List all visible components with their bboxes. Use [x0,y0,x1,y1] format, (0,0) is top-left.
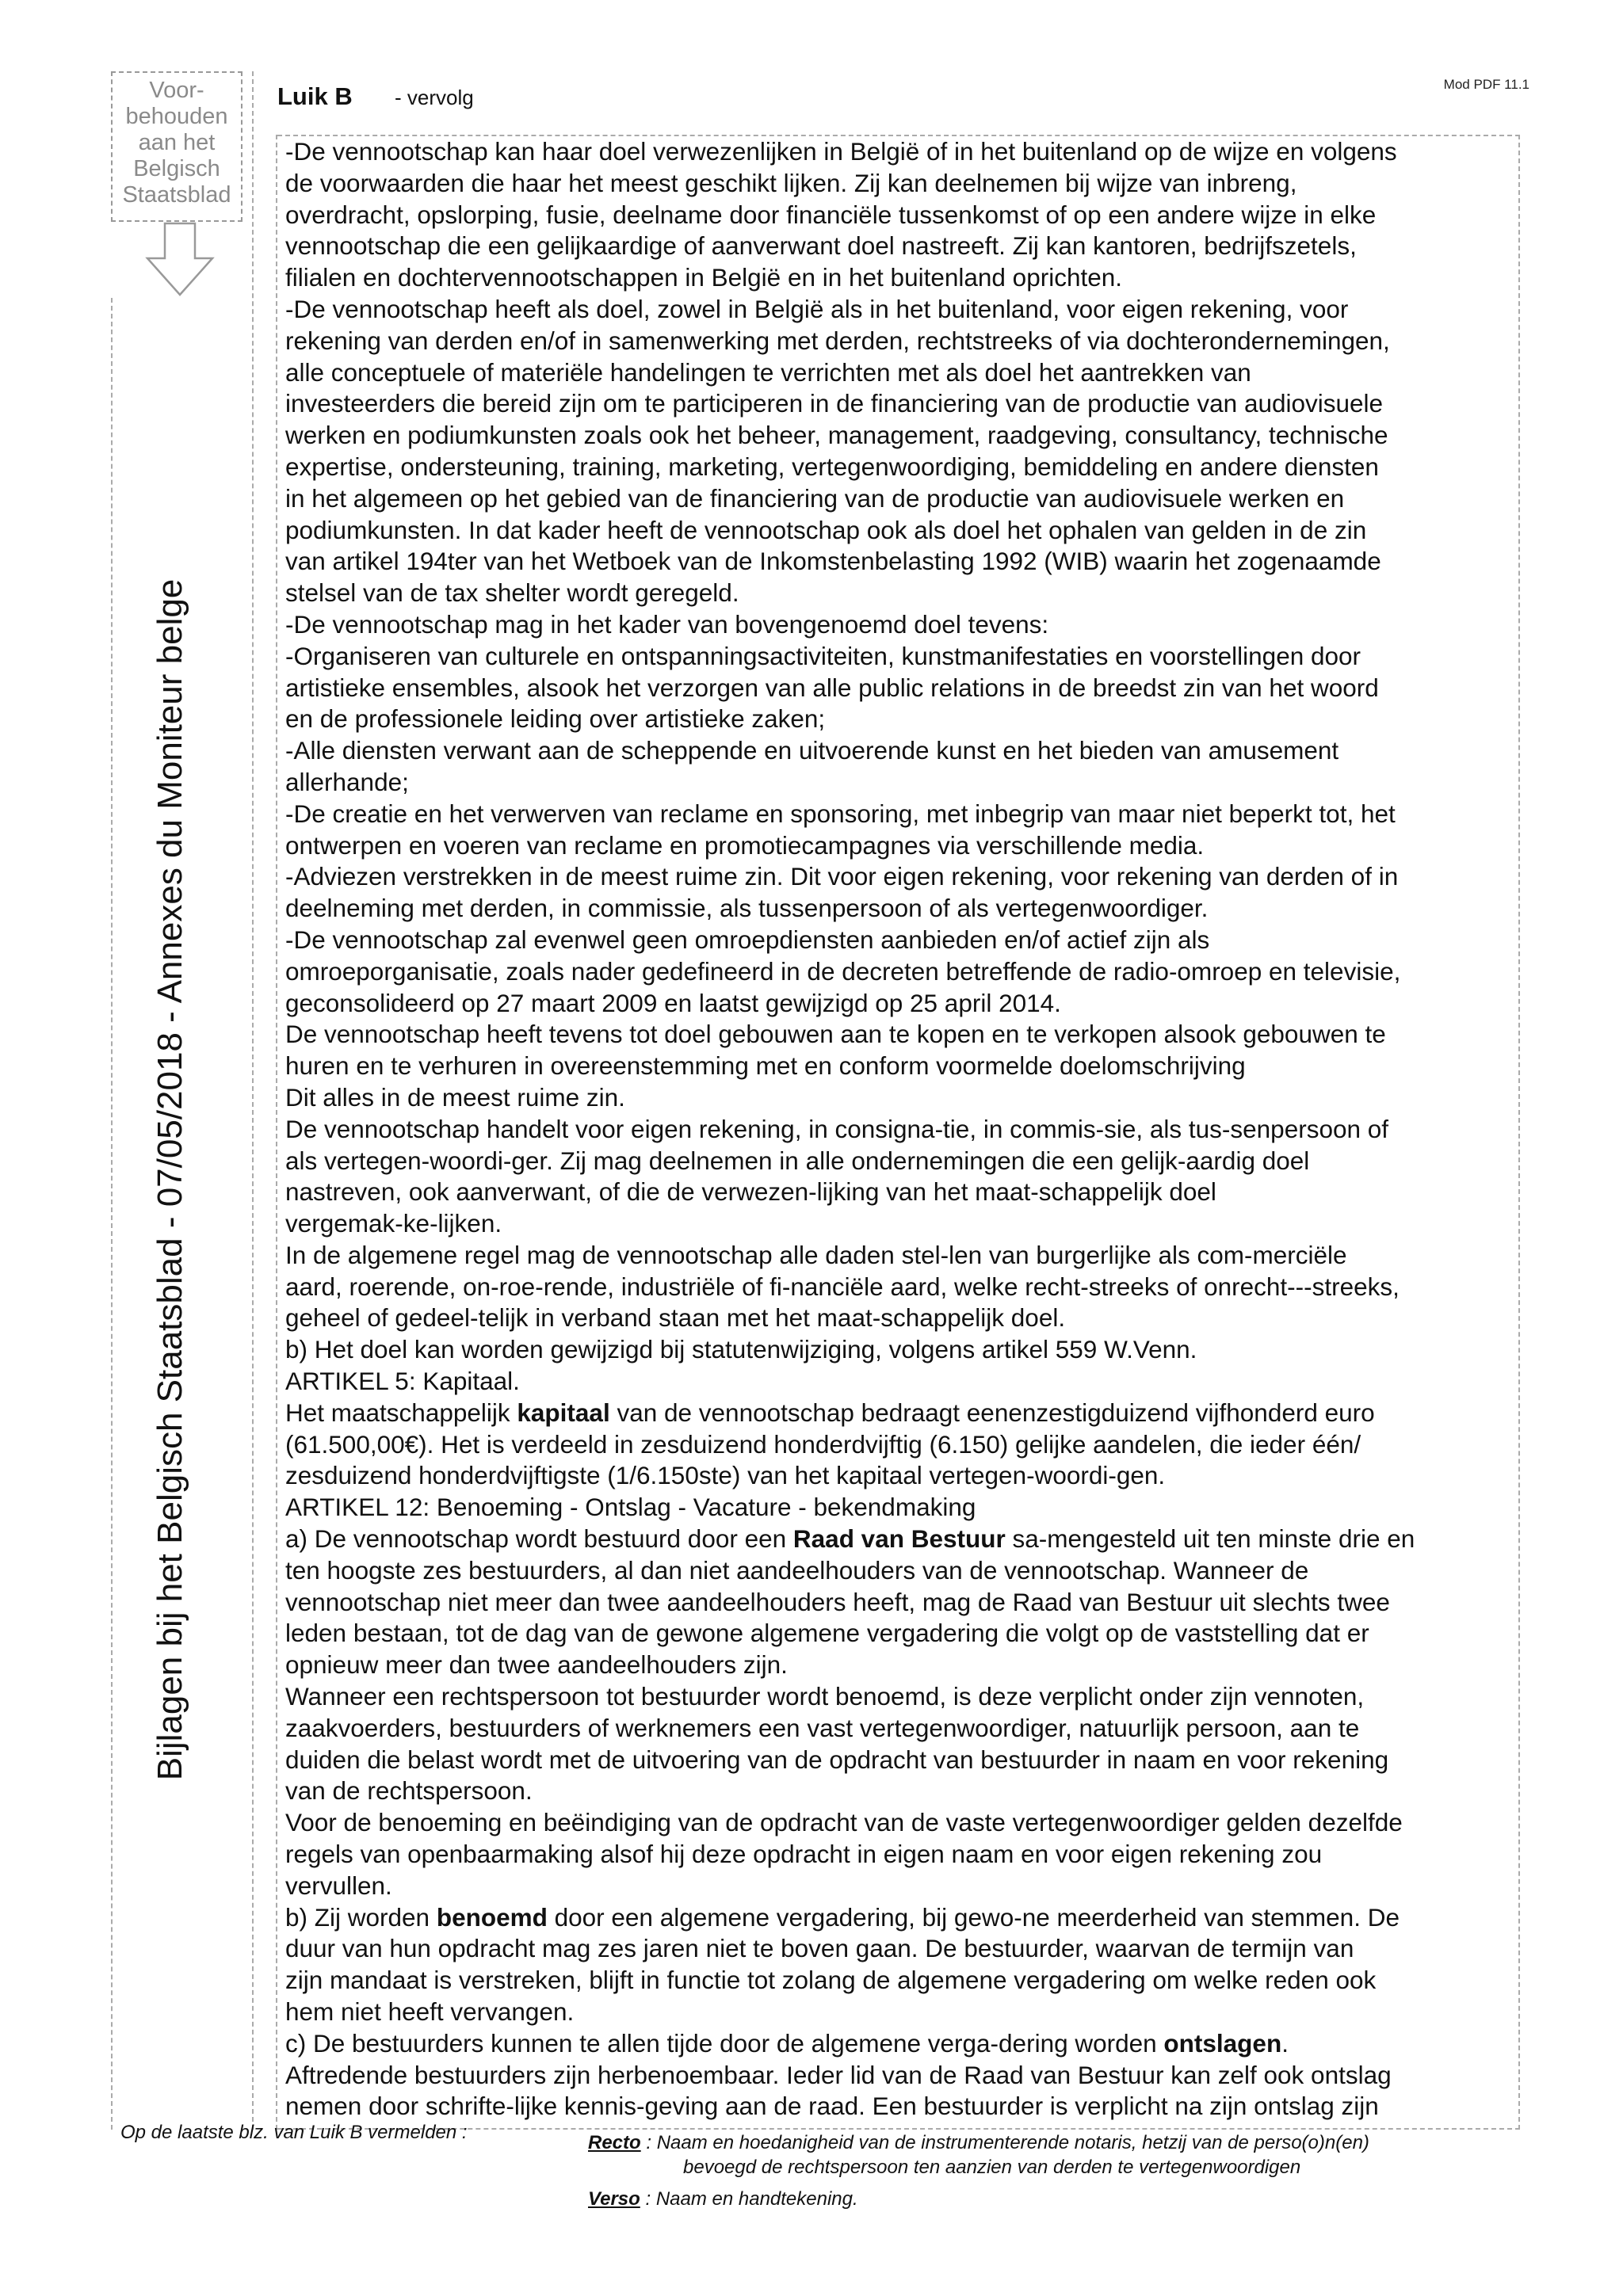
body-text: door een algemene vergadering, bij gewo-ne meerderheid van stemmen. De duur van hun opdracht mag zes jaren niet te boven gaan. De bestuurder, waarvan de termijn van zijn mandaat is verstreken, blijft in functie tot zolang de algemene vergadering om welke reden ook hem niet heeft vervangen. [285,1902,1400,2027]
section-title: Luik B [277,82,353,110]
left-column-border [111,298,113,2130]
side-title: Bijlagen bij het Belgisch Staatsblad - 07/05/2018 - Annexes du Moniteur belge [151,578,189,1781]
bold-term: ontslagen [1163,2028,1282,2058]
document-body [277,135,1520,2130]
body-text: b) Zij worden [285,1902,437,1932]
verso-text: : Naam en handtekening. [640,2188,858,2210]
footer-recto-continued: bevoegd de rechtspersoon ten aanzien van derden te vertegenwoordigen [683,2157,1301,2178]
verso-label: Verso [588,2188,640,2210]
reserved-line: Voor- [149,78,204,103]
body-text: . Aftredende bestuurders zijn herbenoembaar. Ieder lid van de Raad van Bestuur kan zelf ook ontslag nemen door schrifte-lijke kennis-geving aan de raad. Een bestuurder is verplicht na zijn ontslag zijn [285,2028,1392,2121]
recto-text: : Naam en hoedanigheid van de instrumenterende notaris, hetzij van de perso(o)n(en) [640,2132,1369,2153]
footer-instruction: Op de laatste blz. van Luik B vermelden : [120,2122,468,2143]
reserved-box [111,71,242,222]
footer-verso [588,2188,858,2210]
body-text: sa-mengesteld uit ten minste drie en ten hoogste zes bestuurders, al dan niet aandeelhouders van de vennootschap. Wanneer de vennootschap niet meer dan twee aandeelhouders heeft, mag de Raad van Bestuur uit slechts twee leden bestaan, tot de dag van de gewone algemene vergadering die volgt op de vaststelling dat er opnieuw meer dan twee aandeelhouders zijn. Wanneer een rechtspersoon tot bestuurder wordt benoemd, is deze verplicht onder zijn vennoten, zaakvoerders, bestuurders of werknemers een vast vertegenwoordiger, natuurlijk persoon, aan te duiden die belast wordt met de uitvoering van de opdracht van bestuurder in naam en voor rekening van de rechtspersoon. Voor de benoeming en beëindiging van de opdracht van de vaste vertegenwoordiger gelden dezelfde regels van openbaarmaking alsof hij deze opdracht in eigen naam en voor eigen rekening zou vervullen. [285,1524,1415,1900]
reserved-line: Belgisch [133,156,220,181]
recto-label: Recto [588,2132,641,2153]
bold-term: benoemd [436,1902,548,1932]
reserved-line: aan het [138,130,216,155]
body-text: a) De vennootschap wordt bestuurd door een [285,1524,793,1554]
body-text: c) De bestuurders kunnen te allen tijde door de algemene verga-dering worden [285,2028,1164,2058]
form-model-label: Mod PDF 11.1 [1443,77,1529,92]
bold-term: Raad van Bestuur [792,1524,1006,1554]
section-subtitle: - vervolg [395,86,474,109]
reserved-line: Staatsblad [122,182,231,208]
body-paragraph [285,136,1518,2122]
bold-term: kapitaal [517,1398,610,1427]
body-text: van de vennootschap bedraagt eenenzestigduizend vijfhonderd euro (61.500,00€). Het is verdeeld in zesduizend honderdvijftig (6.150) gelijke aandelen, die ieder één/ zesduizend honderdvijftigste (1/6.150ste) van het kapitaal vertegen-woordi-gen. ARTIKEL 12: Benoeming - Ontslag - Vacature - bekendmaking [285,1398,1375,1522]
footer-recto [588,2130,1369,2157]
down-arrow-icon [144,222,216,297]
column-separator [252,71,254,2130]
reserved-line: behouden [125,104,228,129]
body-text: -De vennootschap kan haar doel verwezenlijken in België of in het buitenland op de wijze en volgens de voorwaarden die haar het meest geschikt lijken. Zij kan deelnemen bij wijze van inbreng, overdracht, opslorping, fusie, deelname door financiële tussenkomst of op een andere wijze in elke vennootschap die een gelijkaardige of aanverwant doel nastreeft. Zij kan kantoren, bedrijfszetels, filialen en dochtervennootschappen in België en in het buitenland oprichten. -De vennootschap heeft als doel, zowel in België als in het buitenland, voor eigen rekening, voor rekening van derden en/of in samenwerking met derden, rechtstreeks of via dochterondernemingen, alle conceptuele of materiële handelingen te verrichten met als doel het aantrekken van investeerders die bereid zijn om te participeren in de financiering van de productie van audiovisuele werken en podiumkunsten zoals ook het beheer, management, raadgeving, consultancy, technische expertise, ondersteuning, training, marketing, vertegenwoordiging, bemiddeling en andere diensten in het algemeen op het gebied van de financiering van de productie van audiovisuele werken en podiumkunsten. In dat kader heeft de vennootschap ook als doel het ophalen van gelden in de zin van artikel 194ter van het Wetboek van de Inkomstenbelasting 1992 (WIB) waarin het zogenaamde stelsel van de tax shelter wordt geregeld. -De vennootschap mag in het kader van bovengenoemd doel tevens: -Organiseren van culturele en ontspanningsactiviteiten, kunstmanifestaties en voorstellingen door artistieke ensembles, alsook het verzorgen van alle public relations in de breedst zin van het woord en de professionele leiding over artistieke zaken; -Alle diensten verwant aan de scheppende en uitvoerende kunst en het bieden van amusement allerhande; -De creatie en het verwerven van reclame en sponsoring, met inbegrip van maar niet beperkt tot, het ontwerpen en voeren van reclame en promotiecampagnes via verschillende media. -Adviezen verstrekken in de meest ruime zin. Dit voor eigen rekening, voor rekening van derden of in deelneming met derden, in commissie, als tussenpersoon of als vertegenwoordiger. -De vennootschap zal evenwel geen omroepdiensten aanbieden en/of actief zijn als omroeporganisatie, zoals nader gedefineerd in de decreten betreffende de radio-omroep en televisie, geconsolideerd op 27 maart 2009 en laatst gewijzigd op 25 april 2014. De vennootschap heeft tevens tot doel gebouwen aan te kopen en te verkopen alsook gebouwen te huren en te verhuren in overeenstemming met en conform voormelde doelomschrijving Dit alles in de meest ruime zin. De vennootschap handelt voor eigen rekening, in consigna-tie, in commis-sie, als tus-senpersoon of als vertegen-woordi-ger. Zij mag deelnemen in alle ondernemingen die een gelijk-aardig doel nastreven, ook aanverwant, of die de verwezen-lijking van het maat-schappelijk doel vergemak-ke-lijken. In de algemene regel mag de vennootschap alle daden stel-len van burgerlijke als com-merciële aard, roerende, on-roe-rende, industriële of fi-nanciële aard, welke recht-streeks of onrecht---streeks, geheel of gedeel-telijk in verband staan met het maat-schappelijk doel. b) Het doel kan worden gewijzigd bij statutenwijziging, volgens artikel 559 W.Venn. ARTIKEL 5: Kapitaal. [285,137,1401,1396]
body-text: Het maatschappelijk [285,1398,517,1427]
